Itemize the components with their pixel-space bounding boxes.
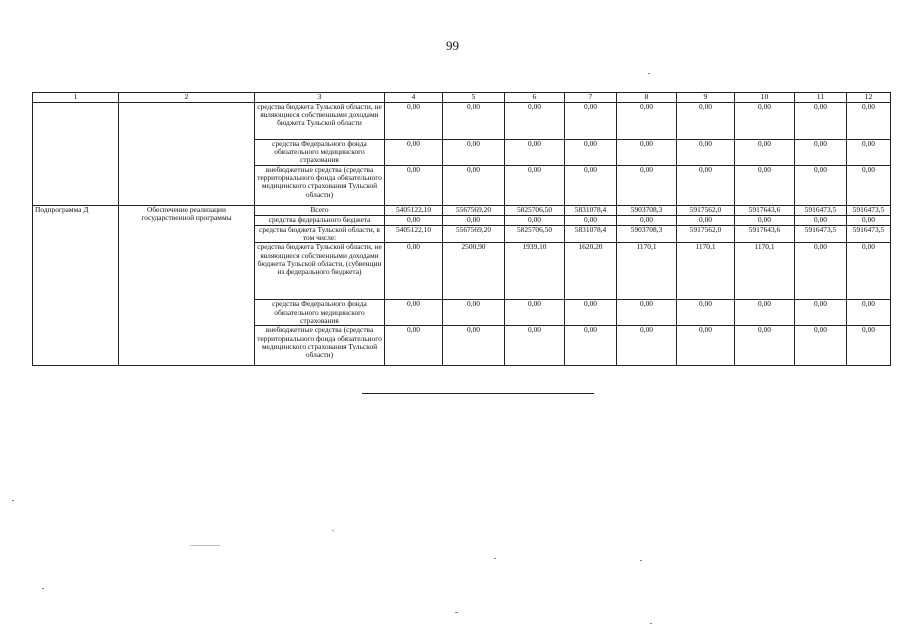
value-cell: 0,00 xyxy=(565,326,617,366)
value-cell: 0,00 xyxy=(847,102,891,139)
value-cell: 0,00 xyxy=(385,243,443,300)
value-cell: 0,00 xyxy=(735,326,795,366)
value-cell: 0,00 xyxy=(847,243,891,300)
value-cell: 0,00 xyxy=(565,139,617,165)
value-cell: 0,00 xyxy=(617,139,677,165)
empty-cell xyxy=(33,102,119,205)
value-cell: 0,00 xyxy=(735,165,795,205)
value-cell: 0,00 xyxy=(847,165,891,205)
value-cell: 5917643,6 xyxy=(735,205,795,215)
value-cell: 0,00 xyxy=(795,215,847,225)
value-cell: 0,00 xyxy=(795,139,847,165)
value-cell: 5917562,0 xyxy=(677,205,735,215)
value-cell: 0,00 xyxy=(565,215,617,225)
value-cell: 0,00 xyxy=(505,326,565,366)
header-cell: 2 xyxy=(119,93,255,103)
value-cell: 0,00 xyxy=(443,139,505,165)
value-cell: 5916473,5 xyxy=(847,205,891,215)
value-cell: 0,00 xyxy=(735,102,795,139)
scan-speck xyxy=(42,588,44,589)
value-cell: 0,00 xyxy=(505,165,565,205)
header-cell: 12 xyxy=(847,93,891,103)
value-cell: 0,00 xyxy=(505,102,565,139)
value-cell: 0,00 xyxy=(443,215,505,225)
header-cell: 5 xyxy=(443,93,505,103)
value-cell: 0,00 xyxy=(617,326,677,366)
value-cell: 2500,90 xyxy=(443,243,505,300)
scan-speck xyxy=(332,529,334,531)
value-cell: 0,00 xyxy=(385,139,443,165)
header-cell: 3 xyxy=(255,93,385,103)
header-cell: 7 xyxy=(565,93,617,103)
value-cell: 0,00 xyxy=(735,300,795,326)
value-cell: 5567569,20 xyxy=(443,205,505,215)
page-number: 99 xyxy=(446,38,459,53)
value-cell: 5405122,10 xyxy=(385,205,443,215)
funding-source: средства бюджета Тульской области, в том числе: xyxy=(255,225,385,243)
value-cell: 0,00 xyxy=(677,300,735,326)
value-cell: 5405122,10 xyxy=(385,225,443,243)
value-cell: 5831078,4 xyxy=(565,205,617,215)
value-cell: 0,00 xyxy=(795,326,847,366)
value-cell: 5825706,50 xyxy=(505,225,565,243)
value-cell: 0,00 xyxy=(677,102,735,139)
value-cell: 0,00 xyxy=(385,300,443,326)
value-cell: 0,00 xyxy=(795,300,847,326)
value-cell: 0,00 xyxy=(795,243,847,300)
value-cell: 0,00 xyxy=(443,102,505,139)
header-cell: 8 xyxy=(617,93,677,103)
value-cell: 5916473,5 xyxy=(795,225,847,243)
value-cell: 0,00 xyxy=(847,300,891,326)
subprogram-label: Подпрограмма Д xyxy=(33,205,119,366)
scan-speck xyxy=(12,500,14,501)
value-cell: 5916473,5 xyxy=(847,225,891,243)
value-cell: 0,00 xyxy=(565,165,617,205)
value-cell: 5825706,50 xyxy=(505,205,565,215)
table-row xyxy=(33,102,891,139)
value-cell: 0,00 xyxy=(795,165,847,205)
value-cell: 0,00 xyxy=(565,300,617,326)
value-cell: 5917562,0 xyxy=(677,225,735,243)
scan-speck xyxy=(190,545,220,546)
value-cell: 5831078,4 xyxy=(565,225,617,243)
funding-source: средства бюджета Тульской области, не являющиеся собственными доходами бюджета Тульской области xyxy=(255,102,385,139)
funding-source: средства федерального бюджета xyxy=(255,215,385,225)
funding-source: средства Федерального фонда обязательного медицинского страхования xyxy=(255,139,385,165)
funding-source: внебюджетные средства (средства территориального фонда обязательного медицинского страхования Тульской области) xyxy=(255,326,385,366)
value-cell: 0,00 xyxy=(505,215,565,225)
value-cell: 0,00 xyxy=(847,215,891,225)
value-cell: 1170,1 xyxy=(735,243,795,300)
value-cell: 0,00 xyxy=(677,165,735,205)
value-cell: 0,00 xyxy=(617,215,677,225)
scan-speck xyxy=(455,612,458,613)
header-cell: 9 xyxy=(677,93,735,103)
value-cell: 0,00 xyxy=(677,326,735,366)
value-cell: 0,00 xyxy=(847,326,891,366)
scan-speck xyxy=(494,558,496,559)
value-cell: 0,00 xyxy=(617,165,677,205)
value-cell: 0,00 xyxy=(677,139,735,165)
value-cell: 5917643,6 xyxy=(735,225,795,243)
value-cell: 0,00 xyxy=(735,215,795,225)
value-cell: 0,00 xyxy=(443,300,505,326)
value-cell: 1170,1 xyxy=(617,243,677,300)
value-cell: 0,00 xyxy=(443,326,505,366)
value-cell: 1939,10 xyxy=(505,243,565,300)
funding-source: внебюджетные средства (средства территориального фонда обязательного медицинского страхования Тульской области) xyxy=(255,165,385,205)
header-cell: 6 xyxy=(505,93,565,103)
scan-speck xyxy=(650,623,652,624)
empty-cell xyxy=(119,102,255,205)
scan-speck xyxy=(648,73,650,74)
value-cell: 5567569,20 xyxy=(443,225,505,243)
value-cell: 0,00 xyxy=(385,165,443,205)
value-cell: 1620,20 xyxy=(565,243,617,300)
value-cell: 0,00 xyxy=(385,326,443,366)
value-cell: 0,00 xyxy=(385,215,443,225)
value-cell: 0,00 xyxy=(385,102,443,139)
table-row xyxy=(33,205,891,215)
subprogram-name: Обеспечение реализации государственной программы xyxy=(119,205,255,366)
value-cell: 0,00 xyxy=(505,300,565,326)
value-cell: 0,00 xyxy=(847,139,891,165)
end-rule xyxy=(362,393,594,394)
budget-table xyxy=(32,92,891,366)
value-cell: 0,00 xyxy=(677,215,735,225)
value-cell: 0,00 xyxy=(505,139,565,165)
header-cell: 10 xyxy=(735,93,795,103)
value-cell: 1170,1 xyxy=(677,243,735,300)
value-cell: 0,00 xyxy=(795,102,847,139)
value-cell: 0,00 xyxy=(617,300,677,326)
value-cell: 0,00 xyxy=(443,165,505,205)
scan-speck xyxy=(640,560,642,561)
header-cell: 11 xyxy=(795,93,847,103)
funding-source: средства Федерального фонда обязательного медицинского страхования xyxy=(255,300,385,326)
value-cell: 0,00 xyxy=(565,102,617,139)
value-cell: 0,00 xyxy=(617,102,677,139)
header-row xyxy=(33,93,891,103)
funding-source: средства бюджета Тульской области, не являющиеся собственными доходами бюджета Тульской области, (субвенции из федерального бюджета) xyxy=(255,243,385,300)
header-cell: 1 xyxy=(33,93,119,103)
value-cell: 5903708,3 xyxy=(617,205,677,215)
value-cell: 5916473,5 xyxy=(795,205,847,215)
value-cell: 5903708,3 xyxy=(617,225,677,243)
value-cell: 0,00 xyxy=(735,139,795,165)
header-cell: 4 xyxy=(385,93,443,103)
funding-source: Всего xyxy=(255,205,385,215)
